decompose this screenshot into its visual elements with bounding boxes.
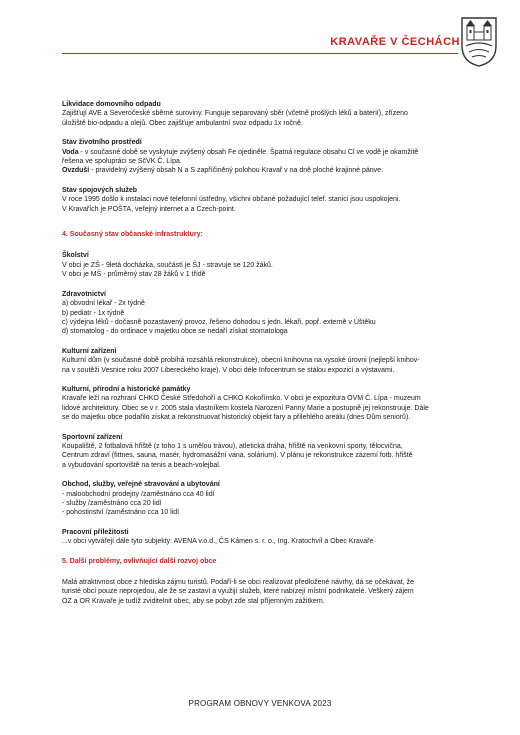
document-body <box>62 100 462 616</box>
label-air: Ovzduší <box>62 167 90 175</box>
paragraph-line: se do majetku obce podařilo získat a rekonstruovat historický objekt fary a přilehlého areálu (dnes Dům seniorů). <box>62 414 411 422</box>
list-item: - služby /zaměstnáno cca 20 lidí <box>62 500 162 507</box>
paragraph-line: OZ a OR Kravaře je tudíž zviditelnit obec, aby se pobyt zde stal příjemným zážitkem. <box>62 597 325 605</box>
section-title: Kulturní, přírodní a historické památky <box>62 385 191 393</box>
header-title: KRAVAŘE V ČECHÁCH <box>330 36 460 48</box>
section-title: Likvidace domovního odpadu <box>62 101 161 108</box>
paragraph-line: úložiště bio-odpadu a olejů. Obec zajišťuje ambulantní svoz odpadu 1x ročně. <box>62 119 303 127</box>
paragraph-line: d) stomatolog - do ordinace v majetku obce se nedaří získat stomatologa <box>62 328 288 336</box>
paragraph-line: V obci je MŠ - průměrný stav 28 žáků v 1 třídě <box>62 271 206 279</box>
header-divider <box>62 53 458 54</box>
paragraph-line: Kulturní dům (v současné době probíhá rozsáhlá rekonstrukce), obecní knihovna na vysoké úrovni (nejlepší knihov- <box>62 357 420 365</box>
paragraph-line: na v soutěži Vesnice roku 2007 Libereckého kraje). V obci déle Infocentrum se stálou expozicí a výstavami. <box>62 366 395 374</box>
paragraph-line: V Kravařích je POŠTA, veřejný internet a a Czech-point. <box>62 205 236 213</box>
text-air: - pravidelný zvýšený obsah N a S zapříčiněný polohou Kravař v na dně ploché krajinné pánve. <box>89 167 384 175</box>
paragraph-line: turisté obcí pouze neprojedou, ale že se zastaví a využijí služeb, které nabízejí místní podnikatelé. Veškerý zájem <box>62 588 414 596</box>
chapter-heading-infrastructure: 4. Současný stav občanské infrastruktury: <box>62 231 203 239</box>
section-waste <box>62 100 462 128</box>
list-item: - pohostinství /zaměstnáno cca 10 lidí <box>62 509 180 517</box>
paragraph-line <box>62 148 462 157</box>
paragraph-line: řešena ve spolupráci se SčVK Č. Lípa. <box>62 158 182 166</box>
section-sport <box>62 433 462 471</box>
section-culture <box>62 347 462 375</box>
section-title: Stav životního prostředí <box>62 139 142 147</box>
paragraph-line: ...v obci vytvářejí dále tyto subjekty: AVENA v.o.d., ČS Kámen s. r. o., Ing. Kratochvíl a Obec Kravaře <box>62 538 374 546</box>
page-header <box>0 16 520 76</box>
section-title: Školství <box>62 252 89 260</box>
paragraph-line: Zajišťují AVE a Severočeské sběrné suroviny. Funguje separovaný sběr (včetně prošlých léků a baterií), zřízeno <box>62 110 408 118</box>
paragraph-line <box>62 166 462 175</box>
paragraph-line: lidové architektury. Obec se v r. 2005 stala vlastníkem kostela Narození Panny Marie a postupně jej rekonstruuje. Dále <box>62 404 429 412</box>
paragraph-line: Malá atraktivnost obce z hlediska zájmu turistů. Podaří-li se obci realizovat předložené návrhy, dá se očekávat, že <box>62 579 414 587</box>
section-commerce <box>62 480 462 518</box>
label-water: Voda <box>62 148 79 156</box>
section-healthcare <box>62 290 462 337</box>
section-title: Sportovní zařízení <box>62 433 123 441</box>
paragraph-line: Kravaře leží na rozhraní CHKO České Středohoří a CHKO Kokořínsko. V obci je expozitura OVM Č. Lípa - muzeum <box>62 395 421 403</box>
paragraph-line: V obci je ZŠ - 9letá docházka, součástí je ŠJ - stravuje se 120 žáků. <box>62 261 273 269</box>
paragraph-line: V roce 1995 došlo k instalaci nové telefonní ústředny, všichni občané požadující telef. stanici jsou uspokojeni. <box>62 196 401 204</box>
section-communications <box>62 186 462 214</box>
section-jobs <box>62 528 462 547</box>
paragraph-line: Centrum zdraví (fittnes, sauna, masér, hydromasážní vana, solárium). V plánu je rekonstrukce zázemí fotb. hřiště <box>62 452 413 460</box>
section-education <box>62 251 462 279</box>
paragraph-line: Koupaliště, 2 fotbalová hřiště (z toho 1 s umělou trávou), atletická dráha, hřiště na venkovní sporty, tělocvična, <box>62 442 403 450</box>
paragraph-line: b) pediatr - 1x týdně <box>62 309 125 317</box>
list-item: - maloobchodní prodejny /zaměstnáno cca 40 lidí <box>62 490 215 498</box>
section-title: Pracovní příležitosti <box>62 528 129 536</box>
section-title: Stav spojových služeb <box>62 186 138 194</box>
section-title: Zdravotnictví <box>62 290 106 298</box>
page-footer: PROGRAM OBNOVY VENKOVA 2023 <box>188 699 332 708</box>
chapter-heading-problems: 5. Další problémy, ovlivňující další rozvoj obce <box>62 557 217 565</box>
paragraph-line: c) výdejna léků - dočasně pozastavený provoz, řešeno dohodou s jedn. lékaři, popř. externě v Úštěku <box>62 318 376 326</box>
section-title: Kulturní zařízení <box>62 347 117 355</box>
coat-of-arms-icon <box>460 16 498 68</box>
section-monuments <box>62 385 462 423</box>
text-water: - v současné době se vyskytuje zvýšený obsah Fe ojediněle. Špatná regulace obsahu Cl ve vodě je okamžitě <box>78 148 419 156</box>
paragraph-line: a) obvodní lékař - 2x týdně <box>62 300 145 308</box>
section-problems <box>62 578 462 606</box>
section-title: Obchod, služby, veřejné stravování a ubytování <box>62 481 220 489</box>
paragraph-line: a vybudování sportoviště na tenis a beach-volejbal. <box>62 461 221 469</box>
section-environment <box>62 138 462 176</box>
